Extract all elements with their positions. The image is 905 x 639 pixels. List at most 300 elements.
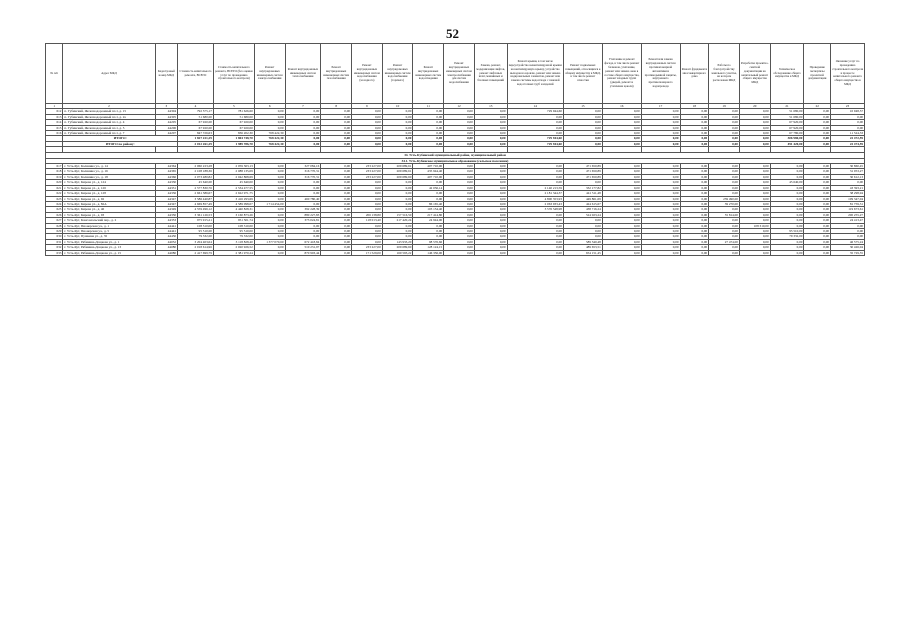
table-cell: 0,00 [602, 218, 641, 223]
table-cell: 0,00 [563, 136, 602, 141]
table-cell: 233 227,00 [352, 169, 383, 174]
table-cell: 0,00 [507, 250, 563, 255]
table-cell: 0,00 [709, 141, 740, 146]
table-cell: 0,00 [444, 250, 475, 255]
table-cell: 0,00 [804, 191, 831, 196]
table-cell: 870 903,44 [285, 250, 321, 255]
table-cell: 209 689,61 [382, 164, 413, 169]
table-cell: 67 920,00 [213, 125, 254, 130]
table-cell: 2 417 699,79 [178, 250, 214, 255]
table-cell: 612 [46, 109, 63, 114]
table-cell: 628 [46, 223, 63, 228]
column-header: Ремонт внутридомовых инженерных систем водоотведения [413, 44, 444, 104]
table-cell: 19 [709, 104, 740, 109]
table-cell: 0,00 [474, 169, 507, 174]
table-cell: 0,00 [602, 250, 641, 255]
table-cell: 42 036,14 [413, 185, 444, 190]
column-header: Замена, ремонт, модернизация лифтов, ремонт лифтовых шахт, машинных и блочных помещений [474, 44, 507, 104]
table-cell: 67 920,00 [178, 120, 214, 125]
table-cell: 0,00 [680, 114, 709, 119]
table-cell: 3 586 440,87 [178, 196, 214, 201]
table-cell: 435 944,40 [413, 169, 444, 174]
table-cell: 0,00 [602, 234, 641, 239]
table-cell: 44441 [155, 228, 178, 233]
table-cell: 0,00 [285, 201, 321, 206]
table-cell: г. Усть-Кут, Кирова ул., д. 124 [63, 180, 155, 185]
table-cell: 22 [804, 104, 831, 109]
total-label: ИТОГО: [63, 136, 178, 141]
table-cell: 0,00 [739, 180, 770, 185]
table-cell: 95 510,00 [770, 228, 804, 233]
table-cell: 0,00 [739, 239, 770, 244]
column-header: Утепление и ремонт фасада, в том числе ремонт балконов, утепление, ремонт или замена окон в составе общего имущества, ремонт входных групп (дверей, ремонт и утепление цоколя) [602, 44, 641, 104]
table-cell: 0,00 [709, 114, 740, 119]
column-header: Адрес МКД [63, 44, 155, 104]
table-cell: 160 593,22 [382, 250, 413, 255]
header-row [46, 44, 865, 104]
table-cell: 0,00 [507, 120, 563, 125]
table-cell: 0,00 [563, 228, 602, 233]
table-cell: 0,00 [563, 125, 602, 130]
table-cell: 44336 [155, 191, 178, 196]
table-cell: г. Усть-Кут, Кирова ул., д. 82А [63, 201, 155, 206]
table-cell: 0,00 [602, 120, 641, 125]
table-cell: 171 529,00 [352, 250, 383, 255]
column-header: Проведение экспертизы проектной документации [804, 44, 831, 104]
table-cell: 0,00 [641, 228, 680, 233]
table-cell: 0,00 [474, 131, 507, 136]
column-header: Кадастровый номер МКД [155, 44, 178, 104]
table-cell: 0,00 [709, 131, 740, 136]
table-cell: 44350 [155, 212, 178, 217]
table-cell: 209 689,60 [382, 245, 413, 250]
table-cell: 2 661 386,67 [178, 191, 214, 196]
table-cell: 0,00 [602, 180, 641, 185]
table-cell: 0,00 [285, 223, 321, 228]
table-cell: 0,00 [804, 120, 831, 125]
table-cell: 491 420,00 [770, 141, 804, 146]
table-cell: 0,00 [563, 180, 602, 185]
table-cell: 9 [352, 104, 383, 109]
table-cell: 729 944,60 [507, 141, 563, 146]
table-cell: 143 933,20 [382, 239, 413, 244]
table-cell: 0,00 [641, 141, 680, 146]
table-cell: 0,00 [285, 141, 321, 146]
table-cell: 0,00 [680, 212, 709, 217]
table-cell: 0,00 [444, 185, 475, 190]
table-cell: 0,00 [507, 228, 563, 233]
table-cell: 0,00 [382, 125, 413, 130]
table-cell: 0,00 [770, 196, 804, 201]
table-cell: 0,00 [602, 207, 641, 212]
table-cell: 0,00 [804, 131, 831, 136]
table-cell: 0,00 [254, 218, 285, 223]
table-cell: 0,00 [507, 218, 563, 223]
table-cell: 0,00 [680, 109, 709, 114]
table-cell: 768 422,30 [254, 131, 285, 136]
table-cell: 1 [46, 104, 63, 109]
table-cell: 316 770,31 [285, 174, 321, 179]
table-cell: 0,00 [321, 223, 352, 228]
table-cell: 0,00 [641, 180, 680, 185]
table-cell: 0,00 [382, 201, 413, 206]
table-cell: 3 204 403,64 [178, 239, 214, 244]
table-cell: 0,00 [254, 169, 285, 174]
table-cell: 4 589 098,07 [213, 201, 254, 206]
table-cell: 0,00 [413, 196, 444, 201]
table-cell: 880 227,83 [285, 212, 321, 217]
table-cell: 209 689,61 [382, 169, 413, 174]
table-cell: 0,00 [321, 218, 352, 223]
table-cell: 0,00 [285, 234, 321, 239]
table-cell: 2 088 135,09 [213, 169, 254, 174]
table-cell: 0,00 [474, 196, 507, 201]
table-cell: 0,00 [563, 114, 602, 119]
table-cell: 0,00 [285, 131, 321, 136]
table-cell: 0,00 [770, 245, 804, 250]
table-cell: 0,00 [413, 131, 444, 136]
table-cell: 31 053,27 [831, 169, 865, 174]
table-cell: 392 228,39 [285, 207, 321, 212]
table-cell: 4 800 353,93 [507, 196, 563, 201]
table-cell: г. Усть-Кут, Кирова ул., д. 93 [63, 212, 155, 217]
table-cell: п. Губинский, Железнодорожный пл-т, д. 5 [63, 125, 155, 130]
table-cell: 0,00 [804, 114, 831, 119]
table-cell: 975 915,21 [178, 218, 214, 223]
table-cell: 626 [46, 212, 63, 217]
table-cell: 0,00 [254, 207, 285, 212]
table-cell: 0,00 [831, 180, 865, 185]
table-cell: 0,00 [382, 234, 413, 239]
table-cell: 0,00 [382, 185, 413, 190]
table-cell: 0,00 [352, 234, 383, 239]
table-cell: 4 559 496,12 [178, 207, 214, 212]
table-cell: 0,00 [254, 234, 285, 239]
table-cell: 44205 [155, 120, 178, 125]
table-cell: 614 [46, 120, 63, 125]
table-cell: 0,00 [563, 109, 602, 114]
table-cell: 22 474,59 [831, 141, 865, 146]
table-cell: 2 181 344,37 [507, 191, 563, 196]
table-cell: 86 165,40 [413, 201, 444, 206]
table-cell: 0,00 [641, 218, 680, 223]
table-cell: 0,00 [739, 174, 770, 179]
table-cell: 67 920,00 [213, 120, 254, 125]
table-cell: г. Усть-Кут, Кирова ул., д. 92 [63, 196, 155, 201]
table-cell: 2 140 213,59 [507, 185, 563, 190]
table-cell: 0,00 [680, 185, 709, 190]
table-cell: 20 [739, 104, 770, 109]
table-cell: 489 653,51 [563, 245, 602, 250]
table-cell: 239 490,00 [709, 196, 740, 201]
table-cell: 0,00 [770, 239, 804, 244]
table-cell: 22 472,59 [831, 136, 865, 141]
table-cell: 0,00 [444, 131, 475, 136]
table-cell: 0,00 [474, 218, 507, 223]
table-cell: 1 377 070,60 [254, 239, 285, 244]
table-cell: 0,00 [444, 245, 475, 250]
table-cell: 0,00 [739, 250, 770, 255]
table-cell: 35 729,55 [831, 250, 865, 255]
table-cell: г. Усть-Кут, Рябинина-Дощкова ул., д. 13 [63, 245, 155, 250]
table-cell: 0,00 [680, 174, 709, 179]
table-cell: 510 231,97 [285, 245, 321, 250]
table-cell: 0,00 [474, 125, 507, 130]
table-cell: г. Усть-Кут, Кирова ул., д. 126 [63, 185, 155, 190]
table-cell: 631 [46, 239, 63, 244]
table-cell: 0,00 [739, 109, 770, 114]
table-cell: 4 669 857,49 [178, 201, 214, 206]
table-cell: 0,00 [709, 207, 740, 212]
table-cell: 0,00 [739, 131, 770, 136]
table-cell: 157 516,50 [382, 212, 413, 217]
table-cell: 233 227,00 [352, 174, 383, 179]
table-cell: 0,00 [285, 114, 321, 119]
table-cell: 0,00 [285, 109, 321, 114]
table-cell: 2 622 971,75 [213, 191, 254, 196]
table-cell: 44365 [155, 169, 178, 174]
table-cell: г. Усть-Кут, Калинина ул., д. 14 [63, 164, 155, 169]
table-cell: 0,00 [254, 164, 285, 169]
table-cell: 44207 [155, 131, 178, 136]
table-cell: 620 [46, 180, 63, 185]
table-cell: 0,00 [507, 131, 563, 136]
table-cell: 51 680,00 [213, 114, 254, 119]
table-cell: 44347 [155, 201, 178, 206]
table-cell: 0,00 [413, 180, 444, 185]
table-cell: 0,00 [352, 185, 383, 190]
table-cell: 0,00 [641, 191, 680, 196]
table-cell: 6 [254, 104, 285, 109]
table-cell: 0,00 [641, 125, 680, 130]
table-cell: 0,00 [352, 180, 383, 185]
column-header: Стоимость капитального ремонта, ВСЕГО [178, 44, 214, 104]
table-cell: 0,00 [709, 191, 740, 196]
table-cell: 0,00 [444, 120, 475, 125]
table-cell: 0,00 [739, 196, 770, 201]
table-cell: 0,00 [709, 245, 740, 250]
table-cell: 2 108 188,36 [178, 169, 214, 174]
table-cell: 44052 [155, 239, 178, 244]
table-cell: 0,00 [474, 207, 507, 212]
table-cell: 0,00 [680, 191, 709, 196]
table-cell: 44080 [155, 245, 178, 250]
table-cell: 0,00 [770, 169, 804, 174]
table-cell: 672 418,84 [285, 239, 321, 244]
table-cell: 0,00 [382, 207, 413, 212]
table-cell: 449 861,69 [563, 196, 602, 201]
table-cell: г. Усть-Кут, Калинина ул., д. 18 [63, 174, 155, 179]
table-cell: 2 042 868,69 [213, 174, 254, 179]
table-cell: 0,00 [739, 185, 770, 190]
table-cell: 108 310,00 [739, 223, 770, 228]
table-cell: 0,00 [352, 228, 383, 233]
table-cell: 10 948,57 [831, 109, 865, 114]
table-cell: 0,00 [831, 223, 865, 228]
table-cell: 67 920,00 [770, 125, 804, 130]
table-cell: 629 [46, 228, 63, 233]
table-cell: 0,00 [680, 164, 709, 169]
table-cell: 0,00 [641, 109, 680, 114]
table-cell: г. Усть-Кут, Рябинина-Дощкова ул., д. 15 [63, 250, 155, 255]
table-cell: 0,00 [352, 196, 383, 201]
table-cell: 3 160 873,26 [213, 212, 254, 217]
table-cell: 0,00 [321, 185, 352, 190]
table-cell: 38 298,94 [831, 191, 865, 196]
table-cell: 0,00 [739, 245, 770, 250]
table-cell: п. Губинский, Железнодорожный пл-т, д. 2а [63, 114, 155, 119]
table-cell: 108 310,00 [178, 223, 214, 228]
table-cell: 46 575,24 [831, 239, 865, 244]
table-cell: 792 575,17 [178, 109, 214, 114]
table-cell: 0,00 [444, 191, 475, 196]
table-cell: 0,00 [680, 223, 709, 228]
table-cell: 51 680,00 [770, 114, 804, 119]
table-cell: 0,00 [770, 174, 804, 179]
table-cell: 2 [63, 104, 155, 109]
table-cell: 18 [680, 104, 709, 109]
table-cell: 0,00 [709, 169, 740, 174]
table-cell: 0,00 [563, 218, 602, 223]
table-cell: 1 989 786,70 [213, 141, 254, 146]
table-cell: 30 860,45 [831, 164, 865, 169]
table-cell: 0,00 [602, 174, 641, 179]
table-cell: 0,00 [602, 141, 641, 146]
table-cell: г. Усть-Кут, Калинина ул., д. 16 [63, 169, 155, 174]
table-cell: 13 [474, 104, 507, 109]
table-cell: 0,00 [352, 239, 383, 244]
table-cell: 0,00 [254, 245, 285, 250]
table-cell: 654 151,45 [563, 250, 602, 255]
column-header: Ремонт внутридомовых инженерных систем электроснабжения для систем водоснабжения [444, 44, 475, 104]
table-cell: 0,00 [739, 218, 770, 223]
table-cell: 0,00 [474, 228, 507, 233]
table-cell: 407 710,00 [413, 174, 444, 179]
table-cell: 332 177,82 [563, 185, 602, 190]
table-cell: 3 118 828,40 [213, 239, 254, 244]
table-cell: 0,00 [321, 141, 352, 146]
table-cell: 0,00 [321, 164, 352, 169]
table-cell: 0,00 [602, 131, 641, 136]
table-cell: 0,00 [254, 174, 285, 179]
table-cell: 21 [770, 104, 804, 109]
table-cell: 0,00 [474, 141, 507, 146]
table-cell: 0,00 [680, 201, 709, 206]
table-cell: 3 361 126,53 [178, 212, 214, 217]
table-cell: г. Усть-Кут, Пионерская ул., д. 5 [63, 228, 155, 233]
table-cell: 616 [46, 131, 63, 136]
table-cell: 30 426,04 [831, 245, 865, 250]
table-cell: 0,00 [804, 223, 831, 228]
table-cell: 0,00 [680, 120, 709, 125]
table-cell: 0,00 [770, 191, 804, 196]
table-cell: 0,00 [254, 250, 285, 255]
table-cell: 95 510,00 [213, 228, 254, 233]
table-cell: 0,00 [444, 218, 475, 223]
table-cell: 0,00 [680, 234, 709, 239]
table-cell: 103 154,40 [413, 207, 444, 212]
table-cell: 0,00 [413, 191, 444, 196]
table-cell: 0,00 [474, 234, 507, 239]
table-cell: 0,00 [641, 114, 680, 119]
table-cell: г. Усть-Кут, Рябинина-Дощкова ул., д. 1 [63, 239, 155, 244]
table-cell: 0,00 [321, 180, 352, 185]
table-cell: 51 680,00 [178, 114, 214, 119]
table-cell: 44364 [155, 164, 178, 169]
table-cell: 2 577 830,76 [178, 185, 214, 190]
table-cell: г. Усть-Кут, Пионерская ул., д. 1 [63, 223, 155, 228]
table-cell: 627 [46, 218, 63, 223]
column-header: Ремонт внутридомовых инженерных систем теплоснабжения [285, 44, 321, 104]
table-cell: 847 726,63 [178, 131, 214, 136]
table-cell: 39 270,00 [709, 201, 740, 206]
table-cell: 0,00 [321, 120, 352, 125]
table-cell: 306 980,00 [770, 136, 804, 141]
table-cell: 633 [46, 250, 63, 255]
table-cell: 0,00 [382, 109, 413, 114]
table-cell: 30 612,13 [831, 174, 865, 179]
capital-repair-table [45, 43, 865, 256]
table-cell: 0,00 [770, 201, 804, 206]
table-cell: г. Усть-Кут, Комсомольский пер., д. 2 [63, 218, 155, 223]
table-cell: 836 202,30 [213, 131, 254, 136]
table-cell: 0,00 [444, 212, 475, 217]
table-cell: 118 013,40 [352, 218, 383, 223]
table-cell: 0,00 [739, 207, 770, 212]
table-cell: 0,00 [563, 131, 602, 136]
table-cell: 0,00 [680, 196, 709, 201]
table-cell: 0,00 [770, 212, 804, 217]
table-cell: 617 [46, 164, 63, 169]
table-cell: 0,00 [507, 212, 563, 217]
table-cell: 0,00 [507, 245, 563, 250]
table-cell: 44353 [155, 218, 178, 223]
table-cell: 128 124,15 [413, 245, 444, 250]
column-header: Стоимость капитального ремонта, ВСЕГО (без оценки услуг по проведению строительного контроля) [213, 44, 254, 104]
table-cell: 0,00 [709, 109, 740, 114]
table-cell: 441 511,48 [563, 191, 602, 196]
table-cell: 0,00 [382, 131, 413, 136]
table-cell: 0,00 [413, 141, 444, 146]
table-cell: 0,00 [680, 245, 709, 250]
column-header: Техническое обследование общего имущества в МКД [770, 44, 804, 104]
table-cell: 729 944,60 [507, 109, 563, 114]
table-cell: 0,00 [413, 136, 444, 141]
table-cell: 622 [46, 191, 63, 196]
table-cell: 7 [285, 104, 321, 109]
table-cell: 0,00 [352, 131, 383, 136]
table-cell: 424 615,67 [563, 201, 602, 206]
table-cell: 0,00 [507, 180, 563, 185]
table-cell: 0,00 [602, 201, 641, 206]
table-cell: 0,00 [474, 239, 507, 244]
table-cell: 0,00 [413, 125, 444, 130]
table-cell: 0,00 [382, 114, 413, 119]
table-cell: 23 [831, 104, 865, 109]
table-cell: 15 [563, 104, 602, 109]
table-cell: 0,00 [382, 136, 413, 141]
table-cell: 951 501,74 [213, 218, 254, 223]
table-cell: 0,00 [709, 250, 740, 255]
table-cell: 0,00 [474, 212, 507, 217]
table-cell: 0,00 [444, 201, 475, 206]
table-cell: 0,00 [641, 250, 680, 255]
table-cell: 0,00 [254, 191, 285, 196]
table-cell: 67 920,00 [770, 120, 804, 125]
table-cell: 0,00 [444, 125, 475, 130]
table-cell: 0,00 [352, 223, 383, 228]
table-cell: 0,00 [413, 114, 444, 119]
